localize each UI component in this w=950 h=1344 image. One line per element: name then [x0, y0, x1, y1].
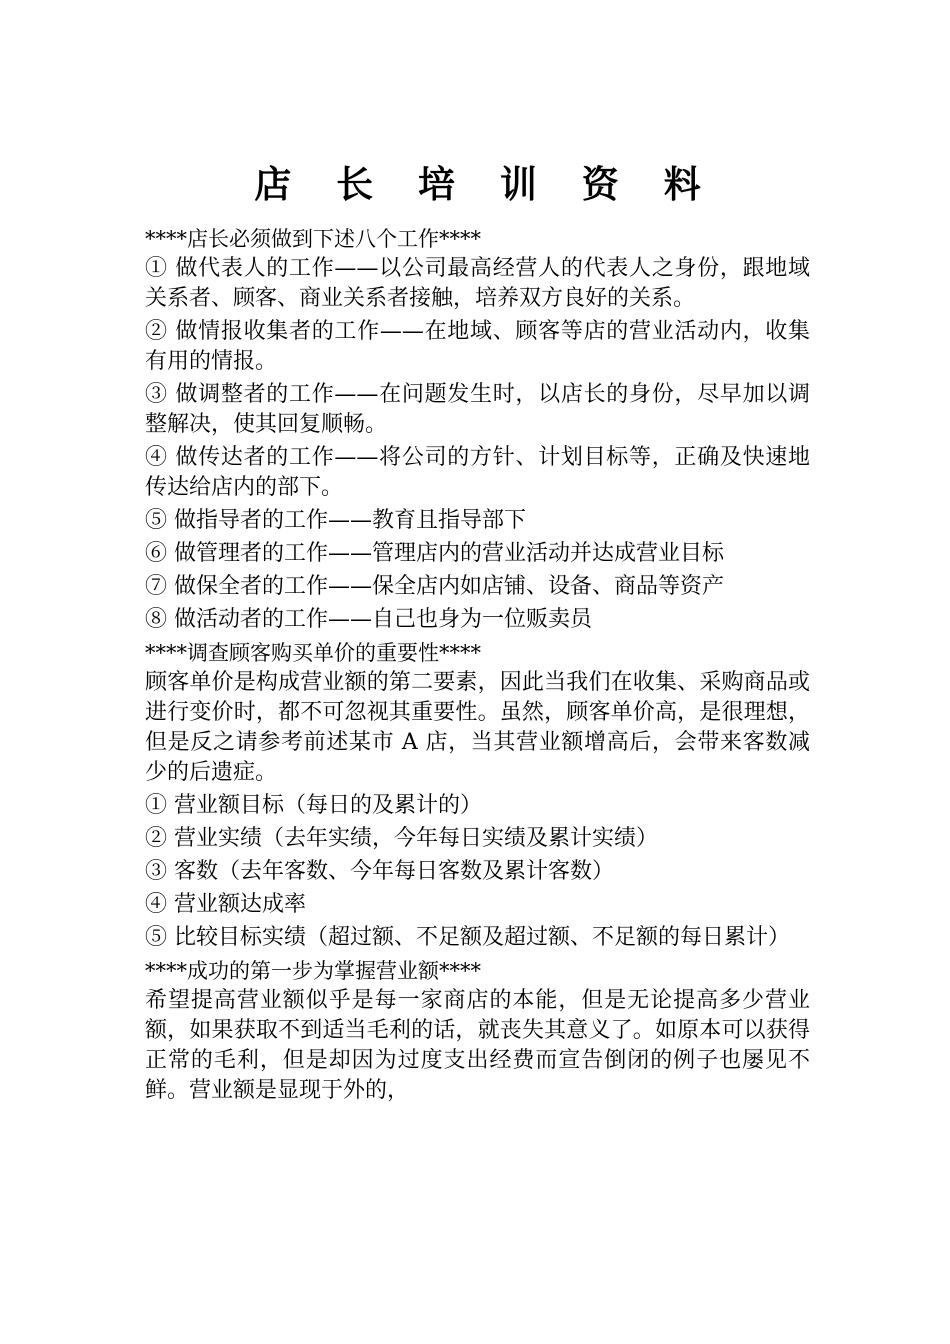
list-item: ④ 做传达者的工作——将公司的方针、计划目标等，正确及快速地传达给店内的部下。 [145, 445, 810, 500]
section-heading-duties: ****店长必须做到下述八个工作**** [145, 227, 481, 251]
list-item: ③ 客数（去年客数、今年每日客数及累计客数） [145, 859, 614, 884]
list-item: ⑧ 做活动者的工作——自己也身为一位贩卖员 [145, 607, 592, 632]
paragraph: 顾客单价是构成营业额的第二要素，因此当我们在收集、采购商品或进行变价时，都不可忽视其重要性。虽然，顾客单价高，是很理想，但是反之请参考前述某市 A 店，当其营业额增高后，会带来客数减少的后遗症。 [145, 670, 810, 785]
document-page [145, 160, 810, 1109]
paragraph: 希望提高营业额似乎是每一家商店的本能，但是无论提高多少营业额，如果获取不到适当毛利的话，就丧失其意义了。如原本可以获得正常的毛利，但是却因为过度支出经费而宣告倒闭的例子也屡见不鲜。营业额是显现于外的， [145, 988, 810, 1103]
section-heading-sales: ****成功的第一步为掌握营业额**** [145, 959, 481, 983]
list-item: ⑤ 做指导者的工作——教育且指导部下 [145, 508, 526, 533]
list-item: ④ 营业额达成率 [145, 892, 306, 917]
list-item: ① 营业额目标（每日的及累计的） [145, 793, 482, 818]
section-heading-unit-price: ****调查顾客购买单价的重要性**** [145, 641, 481, 665]
list-item: ① 做代表人的工作——以公司最高经营人的代表人之身份，跟地域关系者、顾客、商业关系者接触，培养双方良好的关系。 [145, 256, 810, 311]
list-item: ② 营业实绩（去年实绩，今年每日实绩及累计实绩） [145, 826, 658, 851]
list-item: ② 做情报收集者的工作——在地域、顾客等店的营业活动内，收集有用的情报。 [145, 319, 810, 374]
document-title: 店 长 培 训 资 料 [254, 163, 717, 206]
list-item: ⑤ 比较目标实绩（超过额、不足额及超过额、不足额的每日累计） [145, 925, 790, 950]
list-item: ⑥ 做管理者的工作——管理店内的营业活动并达成营业目标 [145, 541, 724, 566]
list-item: ⑦ 做保全者的工作——保全店内如店铺、设备、商品等资产 [145, 574, 724, 599]
list-item: ③ 做调整者的工作——在问题发生时，以店长的身份，尽早加以调整解决，使其回复顺畅。 [145, 382, 810, 437]
